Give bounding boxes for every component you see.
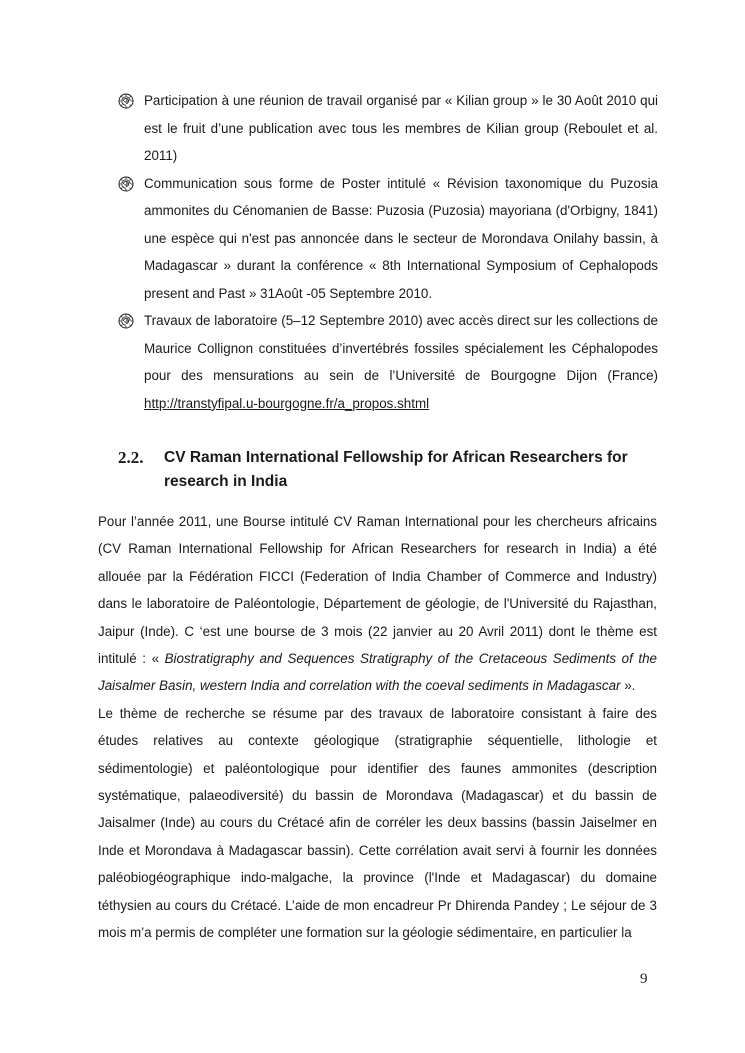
ammonite-icon: [118, 93, 134, 109]
paragraph-text: Pour l’année 2011, une Bourse intitulé CV Raman International pour les chercheurs africains (CV Raman International Fellowship for African Researchers for research in India) a été allouée par la Fédération FICCI (Federation of India Chamber of Commerce and Industry) dans le laboratoire de Paléontologie, Département de géologie, de l'Université du Rajasthan, Jaipur (Inde). C ‘est une bourse de 3 mois (22 janvier au 20 Avril 2011) dont le thème est intitulé : «: [98, 514, 657, 667]
section-number: 2.2.: [118, 448, 144, 467]
ammonite-icon: [118, 313, 134, 329]
paragraph-fellowship: [98, 508, 657, 700]
section-title: CV Raman International Fellowship for African Researchers for research in India: [164, 449, 628, 490]
bullet-list: [118, 87, 658, 417]
bullet-text: Travaux de laboratoire (5–12 Septembre 2010) avec accès direct sur les collections de Maurice Collignon constituées d’invertébrés fossiles spécialement les Céphalopodes pour des mensurations au sein de l’Université de Bourgogne Dijon (France): [144, 313, 658, 383]
bullet-text: Communication sous forme de Poster intitulé « Révision taxonomique du Puzosia ammonites du Cénomanien de Basse: Puzosia (Puzosia) mayoriana (d'Orbigny, 1841) une espèce qui n'est pas annoncée dans le secteur de Morondava Onilahy bassin, à Madagascar » durant la conférence « 8th International Symposium of Cephalopods present and Past » 31Août -05 Septembre 2010.: [144, 175, 658, 301]
bullet-item-poster: [118, 170, 658, 308]
bullet-text: Participation à une réunion de travail organisé par « Kilian group » le 30 Août 2010 qui est le fruit d’une publication avec tous les membres de Kilian group (Reboulet et al. 2011): [144, 93, 658, 163]
bullet-item-meeting: [118, 87, 658, 170]
paragraph-research-theme: Le thème de recherche se résume par des travaux de laboratoire consistant à faire des études relatives au contexte géologique (stratigraphie séquentielle, lithologie et sédimentologie) et paléontologique pour identifier des faunes ammonites (description systématique, palaeodiversité) du bassin de Morondava (Madagascar) et du bassin de Jaisalmer (Inde) au cours du Crétacé afin de corréler les deux bassins (bassin Jaiselmer en Inde et Morondava à Madagascar bassin). Cette corrélation avait servi à fournir les données paléobiogéographique indo-malgache, la province (l'Inde et Madagascar) du domaine téthysien au cours du Crétacé. L’aide de mon encadreur Pr Dhirenda Pandey ; Le séjour de 3 mois m’a permis de compléter une formation sur la géologie sédimentaire, en particulier la: [98, 705, 657, 941]
body-text: [98, 508, 657, 947]
university-link[interactable]: http://transtyfipal.u-bourgogne.fr/a_propos.shtml: [144, 395, 430, 411]
bullet-item-lab-work: [118, 307, 658, 417]
thesis-theme-title: Biostratigraphy and Sequences Stratigraphy of the Cretaceous Sediments of the Jaisalmer Basin, western India and correlation with the coeval sediments in Madagascar: [98, 651, 657, 694]
ammonite-icon: [118, 176, 134, 192]
page-number: 9: [640, 971, 648, 987]
paragraph-text: ».: [620, 678, 636, 694]
